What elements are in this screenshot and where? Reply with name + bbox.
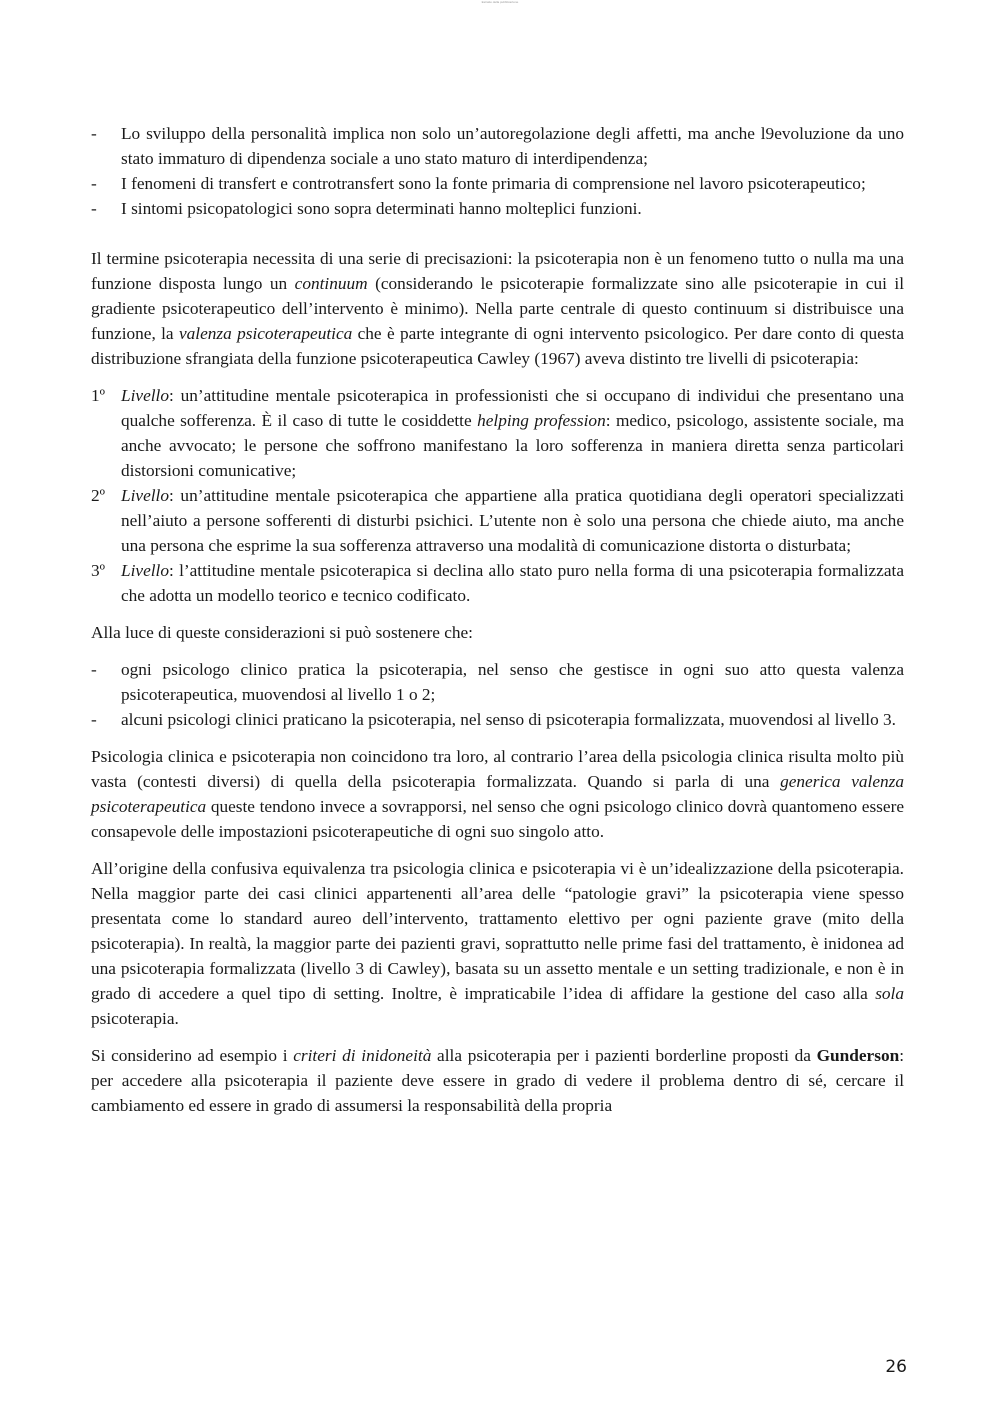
paragraph-psicoterapia-definition	[91, 246, 904, 371]
list-dash: -	[91, 660, 97, 679]
text-run: : un’attitudine mentale psicoterapica che appartiene alla pratica quotidiana degli operatori specializzati nell’aiuto a persone sofferenti di disturbi psichici. L’utente non è solo una persona che chiede aiuto, ma anche una persona che esprime la sua sofferenza attraverso una modalità di comunicazione distorta o disturbata;	[121, 486, 904, 555]
text-run: : l’attitudine mentale psicoterapica si declina allo stato puro nella forma di una psicoterapia formalizzata che adotta un modello teorico e tecnico codificato.	[121, 561, 904, 605]
considerations-list	[91, 657, 904, 732]
list-dash: -	[91, 174, 97, 193]
italic-term: sola	[875, 984, 904, 1003]
list-item-text: I fenomeni di transfert e controtransfert sono la fonte primaria di comprensione nel lavoro psicoterapeutico;	[121, 174, 866, 193]
list-item	[91, 707, 904, 732]
level-number: 3º	[91, 561, 105, 580]
list-dash: -	[91, 199, 97, 218]
level-item	[91, 383, 904, 483]
paragraph-clinical-vs-therapy	[91, 744, 904, 844]
level-number: 2º	[91, 486, 105, 505]
list-item	[91, 121, 904, 171]
text-run: : un’attitudine mentale psicoterapica in professionisti che si occupano di individui che presentano una qualche sofferenza. È il caso di tutte le cosiddette	[121, 386, 904, 430]
bold-name: Gunderson	[816, 1046, 900, 1065]
paragraph-gunderson-criteria	[91, 1043, 904, 1118]
paragraph-idealization	[91, 856, 904, 1031]
list-item	[91, 171, 904, 196]
level-label: Livello	[121, 486, 169, 505]
text-run: Psicologia clinica e psicoterapia non coincidono tra loro, al contrario l’area della psicologia clinica risulta molto più vasta (contesti diversi) di quella della psicoterapia formalizzata. Quando si parla di una	[91, 747, 904, 791]
document-page	[91, 121, 904, 1118]
list-item-text: alcuni psicologi clinici praticano la psicoterapia, nel senso di psicoterapia formalizzata, muovendosi al livello 3.	[121, 710, 897, 729]
level-item	[91, 558, 904, 608]
text-run: Si considerino ad esempio i	[91, 1046, 294, 1065]
level-item	[91, 483, 904, 558]
text-run: All’origine della confusiva equivalenza tra psicologia clinica e psicoterapia vi è un’idealizzazione della psicoterapia. Nella maggior parte dei casi clinici appartenenti all’area delle “patologie gravi” la psicoterapia viene spesso presentata come lo standard aureo dell’intervento, trattamento elettivo per ogni paziente grave (mito della psicoterapia). In realtà, la maggior parte dei pazienti gravi, soprattutto nelle prime fasi del trattamento, è inidonea ad una psicoterapia formalizzata (livello 3 di Cawley), basata su un assetto mentale e un setting tradizionale, e non è in grado di accedere a quel tipo di setting. Inoltre, è impraticabile l’idea di affidare la gestione del caso alla	[91, 859, 904, 1003]
italic-term: criteri di inidoneità	[293, 1046, 432, 1065]
principles-list	[91, 121, 904, 221]
text-run: psicoterapia.	[91, 1009, 179, 1028]
list-item-text: Lo sviluppo della personalità implica non solo un’autoregolazione degli affetti, ma anche l9evoluzione da uno stato immaturo di dipendenza sociale a uno stato maturo di interdipendenza;	[121, 124, 904, 168]
text-run: che è parte integrante di ogni intervento psicologico. Per dare conto di questa distribuzione sfrangiata della funzione psicoterapeutica Cawley (1967) aveva distinto tre livelli di psicoterapia:	[91, 324, 905, 368]
list-item	[91, 196, 904, 221]
text-run: Il termine psicoterapia necessita di una serie di precisazioni: la psicoterapia non è un fenomeno tutto o nulla ma una funzione disposta lungo un	[91, 249, 904, 293]
levels-list	[91, 383, 904, 608]
level-label: Livello	[121, 386, 169, 405]
italic-term: generica valenza psicoterapeutica	[91, 772, 904, 816]
list-dash: -	[91, 710, 97, 729]
page-number: 26	[885, 1357, 907, 1377]
list-item-text: ogni psicologo clinico pratica la psicoterapia, nel senso che gestisce in ogni suo atto questa valenza psicoterapeutica, muovendosi al livello 1 o 2;	[121, 660, 904, 704]
italic-term: valenza psicoterapeutica	[178, 324, 353, 343]
list-item	[91, 657, 904, 707]
list-dash: -	[91, 124, 97, 143]
italic-term: helping profession	[477, 411, 606, 430]
running-header: Estratto della pubblicazione	[481, 0, 519, 4]
text-run: (considerando le psicoterapie formalizzate sino alle psicoterapie in cui il gradiente psicoterapeutico dell’intervento è minimo). Nella parte centrale di questo continuum si distribuisce una funzione, la	[91, 274, 905, 343]
level-label: Livello	[121, 561, 169, 580]
list-item-text: I sintomi psicopatologici sono sopra determinati hanno molteplici funzioni.	[121, 199, 642, 218]
italic-term: continuum	[294, 274, 368, 293]
text-run: : per accedere alla psicoterapia il paziente deve essere in grado di vedere il problema dentro di sé, cercare il cambiamento ed essere in grado di assumersi la responsabilità della propria	[91, 1046, 905, 1115]
text-run: queste tendono invece a sovrapporsi, nel senso che ogni psicologo clinico dovrà quantomeno essere consapevole delle impostazioni psicoterapeutiche di ogni suo singolo atto.	[91, 797, 904, 841]
level-number: 1º	[91, 386, 105, 405]
text-run: : medico, psicologo, assistente sociale, ma anche avvocato; le persone che soffrono manifestano la loro sofferenza in maniera diretta senza particolari distorsioni comunicative;	[121, 411, 904, 480]
text-run: alla psicoterapia per i pazienti borderline proposti da	[431, 1046, 817, 1065]
paragraph-intro-considerations: Alla luce di queste considerazioni si può sostenere che:	[91, 623, 473, 642]
